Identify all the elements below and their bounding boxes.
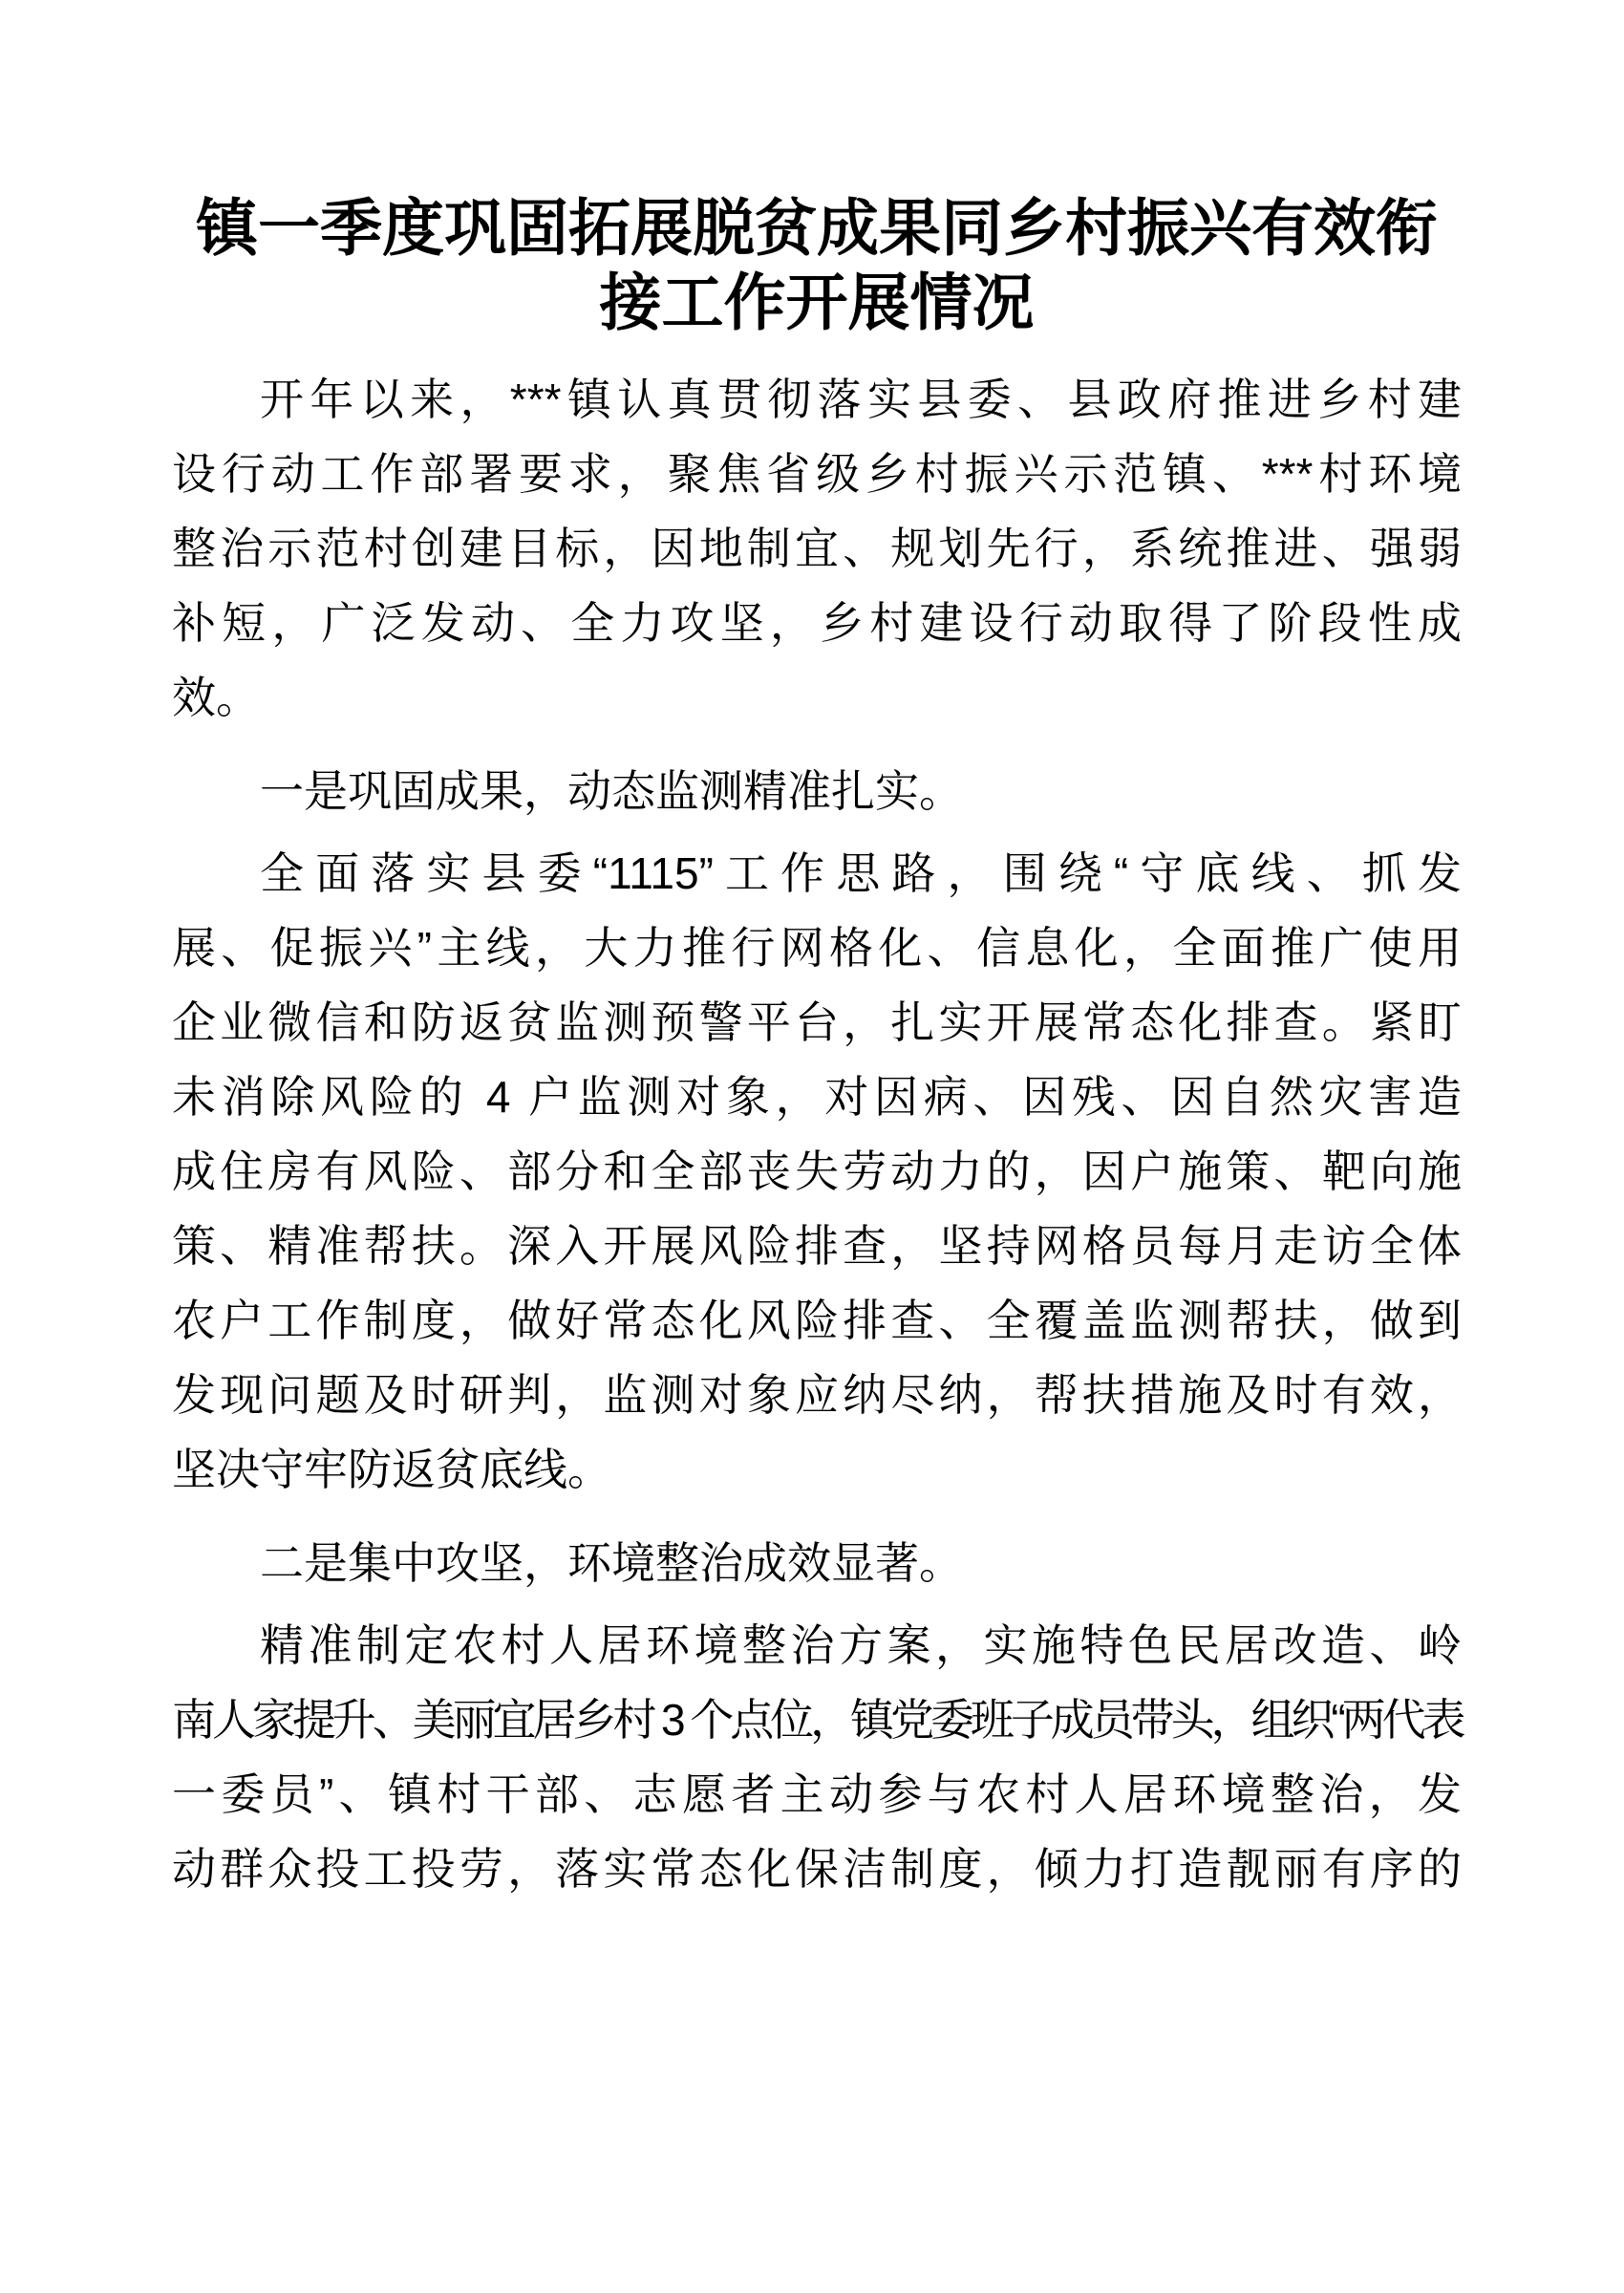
text-line: 动群众投工投劳，落实常态化保洁制度，倾力打造靓丽有序的 <box>172 1844 1462 1894</box>
text-line: 一是巩固成果，动态监测精准扎实。 <box>260 766 963 816</box>
text-line: 未消除风险的 4 户监测对象，对因病、因残、因自然灾害造 <box>172 1072 1462 1122</box>
text-line: 南人家提升、美丽宜居乡村 3 个点位，镇党委班子成员带头，组织“两代表 <box>172 1695 1463 1745</box>
paragraph-block <box>172 362 1462 735</box>
text-line: 展、促振兴”主线，大力推行网格化、信息化，全面推广使用 <box>172 923 1462 973</box>
text-line: 发现问题及时研判，监测对象应纳尽纳，帮扶措施及时有效， <box>172 1370 1462 1420</box>
text-line: 二是集中攻坚，环境整治成效显著。 <box>260 1538 963 1588</box>
heading-block <box>172 1526 1462 1600</box>
document-body <box>172 362 1462 1906</box>
text-line: 全面落实县委“1115”工作思路，围绕“守底线、抓发 <box>260 848 1462 898</box>
text-line: 补短，广泛发动、全力攻坚，乡村建设行动取得了阶段性成 <box>172 598 1462 648</box>
document-title-line-1: 镇一季度巩固拓展脱贫成果同乡村振兴有效衔 <box>195 193 1438 263</box>
paragraph-block <box>172 1608 1462 1906</box>
text-line: 坚决守牢防返贫底线。 <box>172 1445 611 1494</box>
document-page <box>0 191 1624 2293</box>
document-title-line-2: 接工作开展情况 <box>599 268 1035 337</box>
text-line: 整治示范村创建目标，因地制宜、规划先行，系统推进、强弱 <box>172 524 1462 573</box>
text-line: 成住房有风险、部分和全部丧失劳动力的，因户施策、靶向施 <box>172 1146 1462 1196</box>
text-line: 开年以来，***镇认真贯彻落实县委、县政府推进乡村建 <box>260 375 1462 424</box>
text-line: 农户工作制度，做好常态化风险排查、全覆盖监测帮扶，做到 <box>172 1296 1462 1345</box>
paragraph-block <box>172 836 1462 1507</box>
text-line: 效。 <box>172 673 260 722</box>
text-line: 策、精准帮扶。深入开展风险排查，坚持网格员每月走访全体 <box>172 1221 1462 1271</box>
text-line: 一委员”、镇村干部、志愿者主动参与农村人居环境整治，发 <box>172 1769 1462 1819</box>
heading-block <box>172 754 1462 828</box>
text-line: 精准制定农村人居环境整治方案，实施特色民居改造、岭 <box>260 1620 1462 1670</box>
text-line: 设行动工作部署要求，聚焦省级乡村振兴示范镇、***村环境 <box>172 449 1462 499</box>
document-title <box>172 191 1462 340</box>
text-line: 企业微信和防返贫监测预警平台，扎实开展常态化排查。紧盯 <box>172 997 1462 1047</box>
